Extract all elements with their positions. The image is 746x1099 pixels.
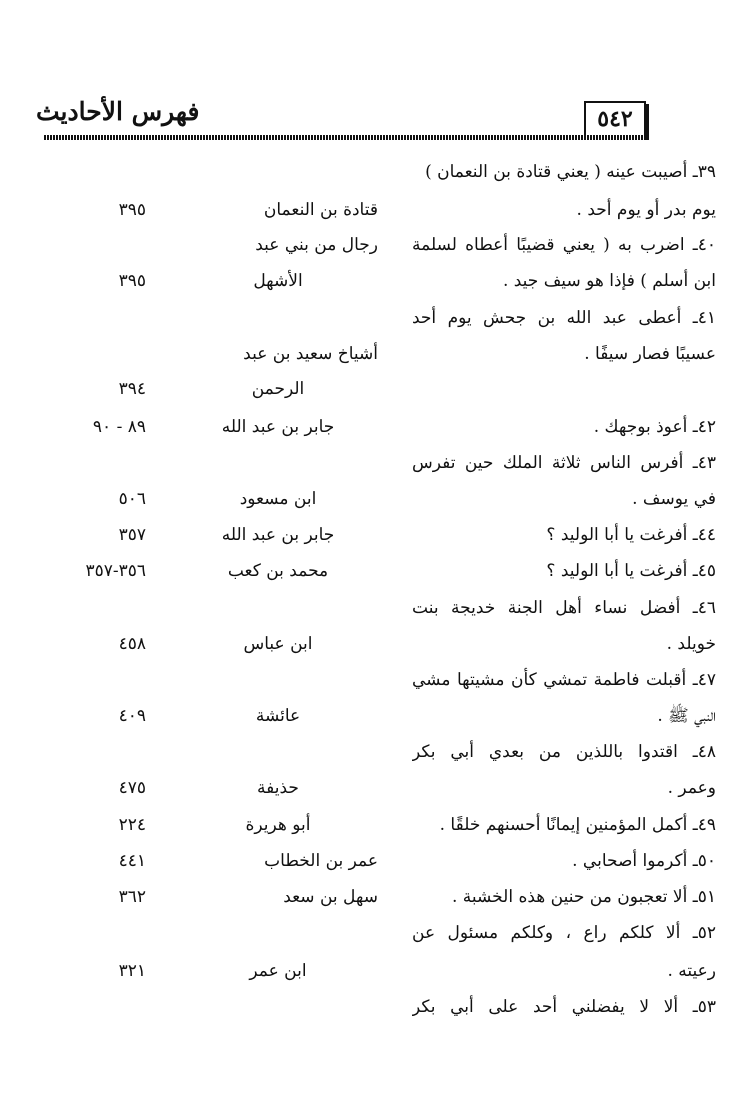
page-number: ٥٤٢ [584,101,646,137]
index-line [0,701,746,731]
page-ref [56,665,146,695]
hadith-text: ٥١ـ ألا تعجبون من حنين هذه الخشبة . [451,887,716,907]
narrator [178,448,378,478]
narrator: جابر بن عبد الله [221,417,335,437]
page-ref: ٢٢٤ [118,815,146,835]
hadith-text: ٤٠ـ اضرب به ( يعني قضيبًا أعطاه لسلمة [412,235,716,255]
hadith-text: وعمر . [667,778,716,798]
hadith-text [412,374,716,404]
narrator: عمر بن الخطاب [264,851,378,871]
narrator: محمد بن كعب [227,561,329,581]
narrator [178,303,378,333]
index-line [0,992,746,1022]
narrator: ابن عمر [249,961,307,981]
narrator: جابر بن عبد الله [221,525,335,545]
narrator: عائشة [255,706,301,726]
hadith-text: ٤٦ـ أفضل نساء أهل الجنة خديجة بنت [412,598,716,618]
hadith-text: ٥٠ـ أكرموا أصحابي . [572,851,716,871]
hadith-text: ٤١ـ أعطى عبد الله بن جحش يوم أحد [412,308,716,328]
hadith-text: ٥٣ـ ألا لا يفضلني أحد على أبي بكر [412,997,716,1017]
page-ref [56,230,146,260]
header-divider [44,135,646,140]
narrator: سهل بن سعد [283,887,378,907]
page-ref: ٥٠٦ [118,489,146,509]
hadith-text: يوم بدر أو يوم أحد . [576,200,716,220]
index-line [0,665,746,695]
index-line [0,412,746,442]
hadith-text: ابن أسلم ) فإذا هو سيف جيد . [502,271,716,291]
index-line [0,195,746,225]
hadith-text: ٥٢ـ ألا كلكم راع ، وكلكم مسئول عن [412,923,716,943]
index-line [0,810,746,840]
narrator: قتادة بن النعمان [263,200,378,220]
index-line [0,882,746,912]
page-ref: ٤٥٨ [118,634,146,654]
page-ref: ٣٩٥ [118,200,146,220]
index-line [0,629,746,659]
index-line [0,956,746,986]
narrator: الرحمن [251,379,305,399]
page-ref [56,593,146,623]
index-line [0,773,746,803]
index-title: فهرس الأحاديث [36,97,200,126]
page-ref: ٣٥٧ [118,525,146,545]
page-ref: ٤٤١ [118,851,146,871]
page-ref: ٣٢١ [118,961,146,981]
page-ref [56,339,146,369]
page-ref: ٤٠٩ [118,706,146,726]
hadith-text: ٣٩ـ أصيبت عينه ( يعني قتادة بن النعمان ) [425,162,716,182]
hadith-text: ٤٤ـ أفرغت يا أبا الوليد ؟ [546,525,716,545]
index-line [0,374,746,404]
hadith-text: في يوسف . [632,489,716,509]
index-line [0,448,746,478]
hadith-text: عسيبًا فصار سيفًا . [584,344,716,364]
hadith-text: ٤٥ـ أفرغت يا أبا الوليد ؟ [546,561,716,581]
narrator [178,918,378,948]
index-line [0,737,746,767]
page-ref: ٣٦٢ [118,887,146,907]
narrator [178,992,378,1022]
narrator: أشياخ سعيد بن عبد [243,344,378,364]
narrator: ابن مسعود [239,489,317,509]
narrator: رجال من بني عبد [255,235,378,255]
narrator: ابن عباس [243,634,313,654]
hadith-text: ٤٨ـ اقتدوا باللذين من بعدي أبي بكر [412,742,716,762]
narrator [178,593,378,623]
hadith-text: النبي ﷺ . [657,706,716,726]
index-line [0,230,746,260]
narrator: حذيفة [257,778,299,798]
index-line [0,339,746,369]
hadith-text: ٤٢ـ أعوذ بوجهك . [593,417,716,437]
hadith-text: ٤٧ـ أقبلت فاطمة تمشي كأن مشيتها مشي [412,670,716,690]
narrator [178,157,378,187]
index-line [0,918,746,948]
page-ref: ٣٥٦-٣٥٧ [85,561,146,581]
hadith-text: ٤٩ـ أكمل المؤمنين إيمانًا أحسنهم خلقًا . [439,815,716,835]
narrator [178,737,378,767]
index-line [0,556,746,586]
page-ref [56,303,146,333]
narrator [178,665,378,695]
hadith-text: خويلد . [666,634,716,654]
narrator: الأشهل [253,271,303,291]
index-line [0,157,746,187]
index-line [0,520,746,550]
page-ref [56,918,146,948]
hadith-text: رعيته . [667,961,716,981]
page-ref [56,992,146,1022]
page-ref [56,157,146,187]
narrator: أبو هريرة [245,815,311,835]
index-line [0,593,746,623]
page-ref: ٣٩٥ [118,271,146,291]
index-line [0,303,746,333]
index-line [0,266,746,296]
page-ref: ٤٧٥ [118,778,146,798]
page-ref: ٨٩ - ٩٠ [92,417,146,437]
index-line [0,484,746,514]
hadith-text: ٤٣ـ أفرس الناس ثلاثة الملك حين تفرس [412,453,716,473]
page-ref [56,448,146,478]
page-ref: ٣٩٤ [118,379,146,399]
page-ref [56,737,146,767]
index-line [0,846,746,876]
